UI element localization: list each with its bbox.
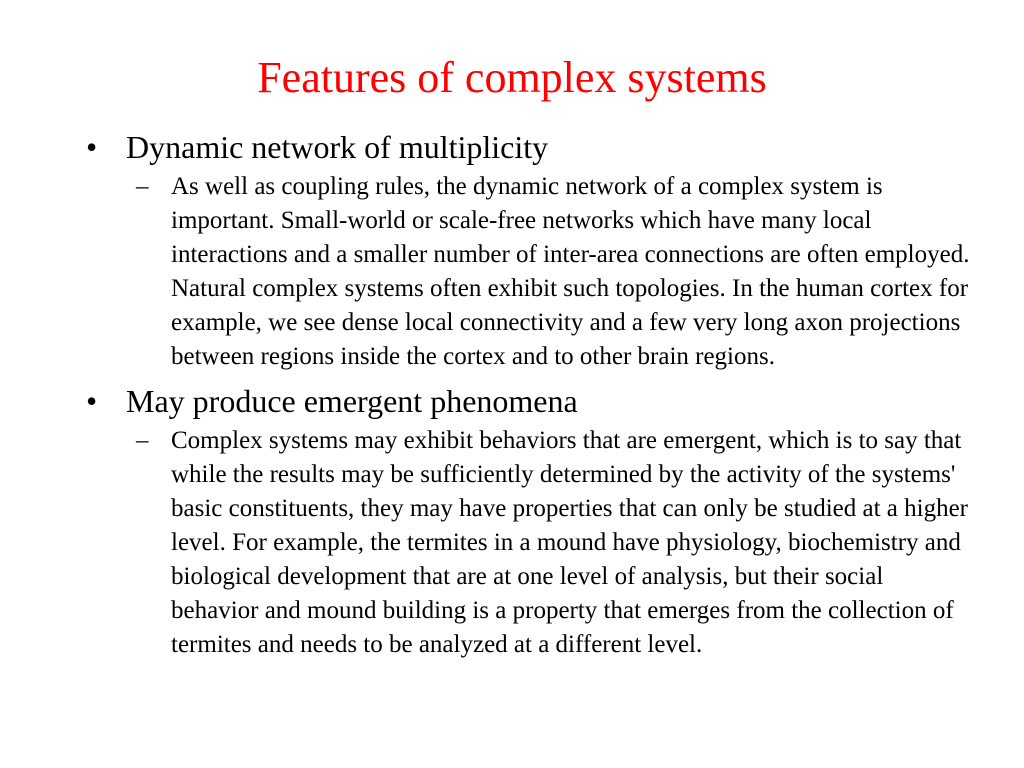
bullet-item (86, 382, 986, 420)
bullet-heading: Dynamic network of multiplicity (126, 129, 549, 165)
sub-bullet-text: Complex systems may exhibit behaviors that are emergent, which is to say that while the results may be sufficiently determined by the activity of the systems' basic constituents, they may have properties that can only be studied at a higher level. For example, the termites in a mound have physiology, biochemistry and biological development that are at one level of analysis, but their social behavior and mound building is a property that emerges from the collection of termites and needs to be analyzed at a different level. (171, 427, 968, 658)
sub-bullet-text: As well as coupling rules, the dynamic network of a complex system is important. Small-world or scale-free networks which have many local interactions and a smaller number of inter-area connections are often employed. Natural complex systems often exhibit such topologies. In the human cortex for example, we see dense local connectivity and a few very long axon projections between regions inside the cortex and to other brain regions. (171, 173, 970, 370)
slide-content (86, 128, 986, 662)
bullet-item (86, 128, 986, 166)
dash-icon: – (136, 173, 149, 200)
dash-icon: – (136, 427, 149, 454)
bullet-icon: • (86, 129, 98, 165)
bullet-heading: May produce emergent phenomena (126, 383, 578, 419)
spacer (86, 374, 986, 382)
sub-bullet-item (136, 170, 971, 374)
bullet-icon: • (86, 383, 98, 419)
sub-bullet-item (136, 424, 971, 662)
slide-title: Features of complex systems (257, 53, 767, 102)
